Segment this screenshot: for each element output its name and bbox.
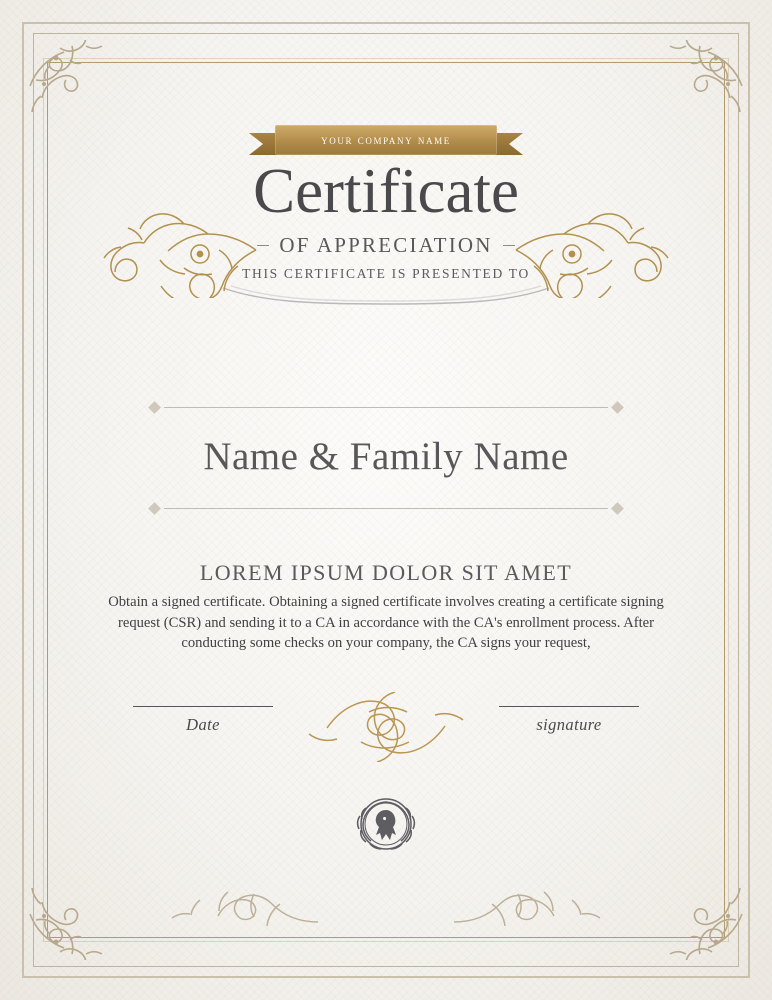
- certificate-title: Certificate: [253, 156, 519, 226]
- certificate-subtitle: OF APPRECIATION: [279, 233, 493, 257]
- bottom-ornament-left-icon: [170, 882, 320, 926]
- recipient-name: Name & Family Name: [203, 435, 569, 478]
- rule-diamond-left: [148, 502, 161, 515]
- center-flourish-icon: [301, 692, 471, 762]
- bottom-ornament-right-icon: [452, 882, 602, 926]
- presented-to-text: THIS CERTIFICATE IS PRESENTED TO: [242, 266, 530, 281]
- rule-line: [164, 407, 608, 408]
- seal-emblem-icon: [340, 788, 432, 860]
- swoosh-divider-icon: [221, 284, 551, 308]
- signature-label: signature: [536, 715, 602, 734]
- date-signature-line: [133, 706, 273, 707]
- subtitle-dash-right: [503, 245, 515, 246]
- company-name: your company name: [321, 132, 451, 147]
- body-heading: LOREM IPSUM DOLOR SIT AMET: [199, 560, 573, 585]
- name-rule-bottom: [150, 504, 622, 513]
- flourish-right-icon: [514, 206, 684, 298]
- rule-diamond-left: [148, 401, 161, 414]
- name-rule-top: [150, 403, 622, 412]
- signature-field: [474, 706, 664, 735]
- subtitle-dash-left: [257, 245, 269, 246]
- rule-line: [164, 508, 608, 509]
- date-label: Date: [186, 715, 220, 734]
- company-ribbon: [0, 125, 772, 159]
- ribbon-band: [275, 125, 497, 155]
- signature-line: [499, 706, 639, 707]
- body-paragraph: Obtain a signed certificate. Obtaining a signed certificate involves creating a certificate signing request (CSR) and sending it to a CA in accordance with the CA's enrollment process. After conducting some checks on your company, the CA signs your request,: [108, 594, 664, 652]
- rule-diamond-right: [611, 401, 624, 414]
- flourish-left-icon: [88, 206, 258, 298]
- rule-diamond-right: [611, 502, 624, 515]
- date-field: [108, 706, 298, 735]
